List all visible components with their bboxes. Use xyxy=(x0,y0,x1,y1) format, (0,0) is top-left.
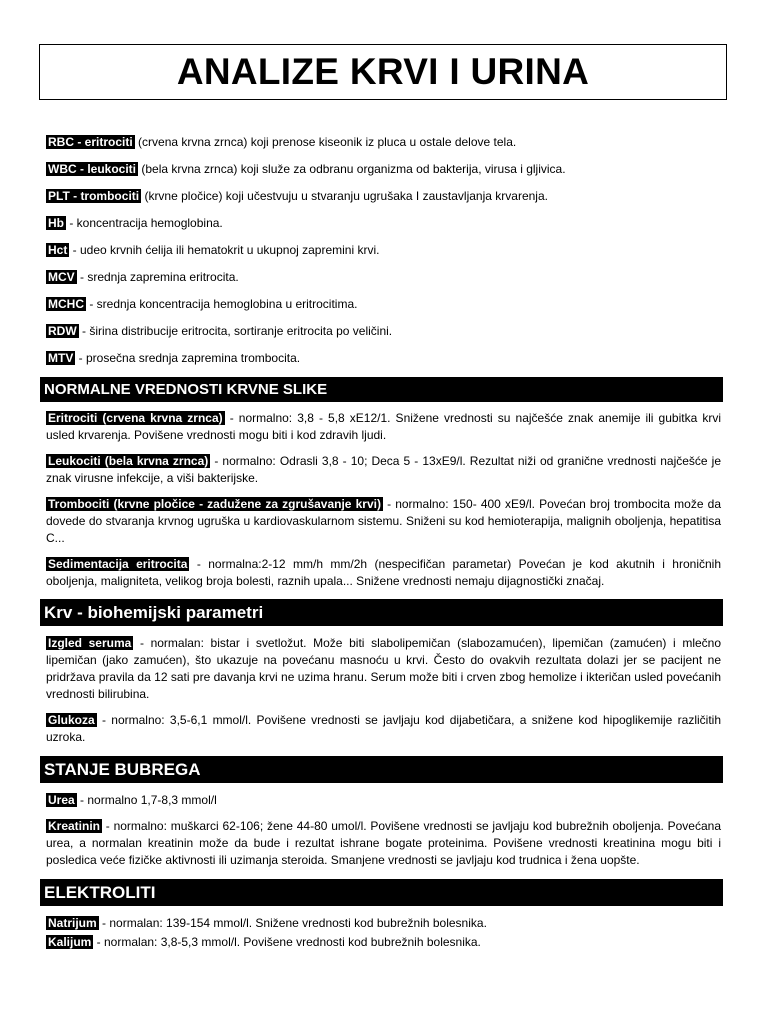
definition-text: (crvena krvna zrnca) koji prenose kiseonik iz pluca u ostale delove tela. xyxy=(134,135,517,149)
title-box xyxy=(39,44,727,100)
term-label: WBC - leukociti xyxy=(48,162,137,176)
paragraph-sedimentacija xyxy=(46,556,721,590)
definition-mchc xyxy=(46,296,721,313)
paragraph-text: - normalan: bistar i svetložut. Može biti slabolipemičan (slabozamućen), lipemičan (zamućen) i mlečno lipemičan (jako zamućen), što ukazuje na povećanu masnoću u krvi. Često do ovakvih rezultata dolazi jer se pacijent ne pridržava pravila da 12 sati pre davanja krvi ne uzima hranu. Serum može biti i crven zbog hemolize i ikteričan usled povećanih vrednosti bilirubina. xyxy=(46,636,722,701)
definition-text: - udeo krvnih ćelija ili hematokrit u ukupnoj zapremini krvi. xyxy=(69,243,380,257)
definition-mtv xyxy=(46,350,721,367)
section-heading-bubreg: STANJE BUBREGA xyxy=(40,756,723,783)
paragraph-kalijum xyxy=(46,934,721,951)
paragraph-kreatinin xyxy=(46,818,721,869)
paragraph-text: - normalno 1,7-8,3 mmol/l xyxy=(76,793,217,807)
term-label: Natrijum xyxy=(48,916,97,930)
paragraph-text: - normalno: Odrasli 3,8 - 10; Deca 5 - 13xE9/l. Rezultat niži od granične vrednosti najčešće je znak virusne infekcije, a viši bakterijske. xyxy=(46,454,721,485)
document-content xyxy=(46,134,721,953)
definition-text: - srednja zapremina eritrocita. xyxy=(76,270,239,284)
page-title: ANALIZE KRVI I URINA xyxy=(176,51,590,92)
paragraph-glukoza xyxy=(46,712,721,746)
paragraph-leukociti xyxy=(46,453,721,487)
term-label: Sedimentacija eritrocita xyxy=(48,557,188,571)
term-label: Hct xyxy=(48,243,68,257)
term-label: Urea xyxy=(48,793,75,807)
term-label: MCV xyxy=(48,270,75,284)
paragraph-urea xyxy=(46,792,721,809)
paragraph-izgled-seruma xyxy=(46,635,721,703)
section-heading-biohemija: Krv - biohemijski parametri xyxy=(40,599,723,626)
paragraph-eritrociti xyxy=(46,410,721,444)
term-label: Izgled seruma xyxy=(48,636,132,650)
definition-hct xyxy=(46,242,721,259)
definition-text: (bela krvna zrnca) koji služe za odbranu organizma od bakterija, virusa i gljivica. xyxy=(138,162,566,176)
definition-rbc xyxy=(46,134,721,151)
paragraph-text: - normalan: 139-154 mmol/l. Snižene vrednosti kod bubrežnih bolesnika. xyxy=(98,916,487,930)
definition-plt xyxy=(46,188,721,205)
definition-hb xyxy=(46,215,721,232)
term-label: Hb xyxy=(48,216,64,230)
term-label: Leukociti (bela krvna zrnca) xyxy=(48,454,209,468)
term-label: Kreatinin xyxy=(48,819,101,833)
term-label: Glukoza xyxy=(48,713,95,727)
term-label: Eritrociti (crvena krvna zrnca) xyxy=(48,411,223,425)
term-label: PLT - trombociti xyxy=(48,189,140,203)
paragraph-text: - normalan: 3,8-5,3 mmol/l. Povišene vrednosti kod bubrežnih bolesnika. xyxy=(93,935,481,949)
term-label: Kalijum xyxy=(48,935,92,949)
section-heading-normalne: NORMALNE VREDNOSTI KRVNE SLIKE xyxy=(40,377,723,402)
section-heading-elektroliti: ELEKTROLITI xyxy=(40,879,723,906)
definition-mcv xyxy=(46,269,721,286)
paragraph-text: - normalno: 3,8 - 5,8 xE12/1. Snižene vrednosti su najčešće znak anemije ili gubitka krvi usled krvarenja. Povišene vrednosti mogu biti i kod zdravih ljudi. xyxy=(46,411,721,442)
paragraph-trombociti xyxy=(46,496,721,547)
paragraph-text: - normalno: 3,5-6,1 mmol/l. Povišene vrednosti se javljaju kod dijabetičara, a snižene kod hipoglikemije različitih uzroka. xyxy=(46,713,721,744)
definition-text: - koncentracija hemoglobina. xyxy=(66,216,223,230)
paragraph-text: - normalno: 150- 400 xE9/l. Povećan broj trombocita može da dovede do stvaranja krvnog ugruška u kardiovaskularnom sistemu. Sniženi su kod hemioterapija, malignih oboljenja, hepatitisa C... xyxy=(46,497,721,545)
term-label: MCHC xyxy=(48,297,84,311)
term-label: RBC - eritrociti xyxy=(48,135,133,149)
definition-wbc xyxy=(46,161,721,178)
term-label: MTV xyxy=(48,351,74,365)
definition-rdw xyxy=(46,323,721,340)
paragraph-natrijum xyxy=(46,915,721,932)
term-label: Trombociti (krvne pločice - zadužene za zgrušavanje krvi) xyxy=(48,497,381,511)
definition-text: - srednja koncentracija hemoglobina u eritrocitima. xyxy=(86,297,358,311)
definition-text: (krvne pločice) koji učestvuju u stvaranju ugrušaka I zaustavljanja krvarenja. xyxy=(141,189,548,203)
term-label: RDW xyxy=(48,324,77,338)
paragraph-text: - normalna:2-12 mm/h mm/2h (nespecifičan parametar) Povećan je kod akutnih i hroničnih oboljenja, maligniteta, velikog broja bolesti, raznih upala... Snižene vrednosti nemaju dijagnostički značaj. xyxy=(46,557,721,588)
definition-text: - širina distribucije eritrocita, sortiranje eritrocita po veličini. xyxy=(78,324,393,338)
paragraph-text: - normalno: muškarci 62-106; žene 44-80 umol/l. Povišene vrednosti se javljaju kod bubrežnih oboljenja. Povećana urea, a normalan kreatinin može da bude i rezultat ishrane bogate proteinima. Povišene vrednosti kreatinina mogu biti i posledica veće fizičke aktivnosti ili uzimanja steroida. Smanjene vrednosti se javljaju kod trudnica i žena uopšte. xyxy=(46,819,721,867)
definition-text: - prosečna srednja zapremina trombocita. xyxy=(75,351,301,365)
